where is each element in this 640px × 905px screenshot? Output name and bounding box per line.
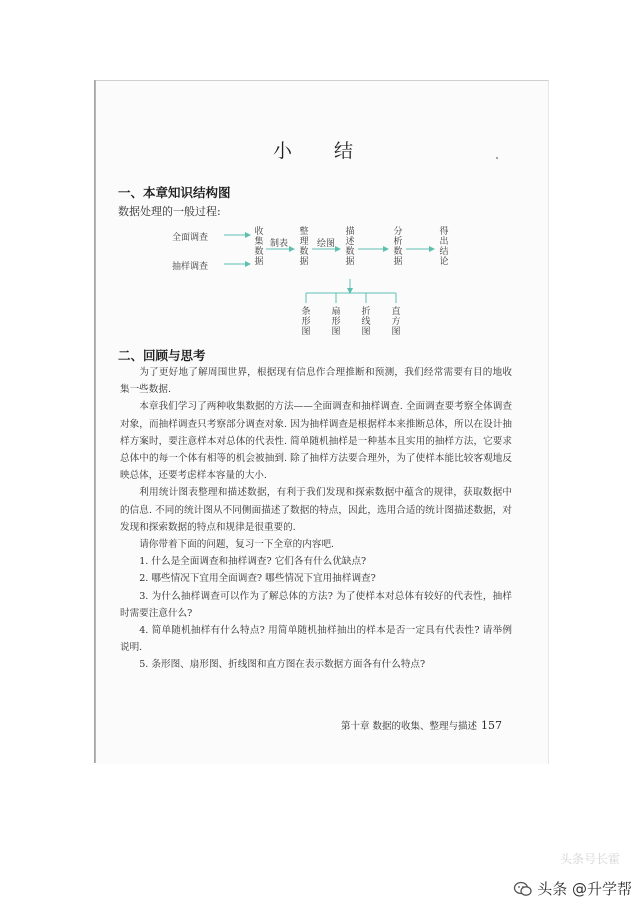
label-sample-survey: 抽样调查: [172, 262, 209, 272]
label-pie-chart: 扇形图: [331, 307, 341, 337]
page-number: 157: [481, 719, 502, 732]
question-item: 4. 简单随机抽样有什么特点? 用简单随机抽样抽出的样本是否一定具有代表性? 请举例说明.: [120, 625, 512, 654]
paragraph: 为了更好地了解周围世界，根据现有信息作合理推断和预测，我们经常需要有目的地收集一些数据.: [120, 367, 512, 396]
label-histogram: 直方图: [391, 307, 401, 337]
paragraph: 本章我们学习了两种收集数据的方法——全面调查和抽样调查. 全面调查要考察全体调查对象，而抽样调查只考察部分调查对象. 因为抽样调查是根据样本来推断总体，所以在设计抽样方案时，要注意样本对总体的代表性. 简单随机抽样是一种基本且实用的抽样方法，它要求总体中的每一个体有相等的机会被抽到. 除了抽样方法要合理外，为了使样本能比较客观地反映总体，还要考虑样本容量的大小.: [120, 401, 512, 482]
section1-heading: 一、本章知识结构图: [118, 185, 231, 200]
question-item: 1. 什么是全面调查和抽样调查? 它们各有什么优缺点?: [139, 556, 367, 568]
wechat-bubble-icon: [513, 879, 533, 899]
footer-chapter: 第十章 数据的收集、整理与描述: [340, 721, 477, 732]
label-describe-data: 描述数据: [345, 227, 355, 267]
label-plot: 绘图: [317, 239, 336, 249]
watermark: [513, 878, 632, 899]
label-full-survey: 全面调查: [172, 233, 209, 243]
watermark-text: 头条 @升学帮: [537, 880, 632, 898]
section2-heading: 二、回顾与思考: [118, 348, 206, 363]
paragraph: 利用统计图表整理和描述数据，有利于我们发现和探索数据中蕴含的规律，获取数据中的信息. 不同的统计图从不同侧面描述了数据的特点，因此，选用合适的统计图描述数据，对发现和探索数据的特点和规律是很重要的.: [120, 487, 512, 533]
question-item: 5. 条形图、扇形图、折线图和直方图在表示数据方面各有什么特点?: [139, 659, 426, 671]
page-title: 小 结: [272, 140, 372, 162]
page-footer: [341, 718, 502, 732]
label-line-chart: 折线图: [361, 307, 371, 337]
label-analyze-data: 分析数据: [393, 227, 403, 267]
question-item: 3. 为什么抽样调查可以作为了解总体的方法? 为了使样本对总体有较好的代表性，抽样时需要注意什么?: [120, 590, 512, 619]
label-bar-chart: 条形图: [301, 307, 311, 337]
faint-watermark: 头条号长霍: [559, 852, 620, 866]
section1-lead: 数据处理的一般过程:: [118, 205, 221, 218]
label-conclude: 得出结论: [439, 227, 449, 267]
paragraph: 请你带着下面的问题，复习一下全章的内容吧.: [139, 539, 335, 551]
label-tabulate: 制表: [270, 239, 289, 249]
textbook-page: [96, 80, 549, 764]
label-collect-data: 收集数据: [254, 227, 264, 267]
label-organize-data: 整理数据: [299, 227, 309, 267]
question-item: 2. 哪些情况下宜用全面调查? 哪些情况下宜用抽样调查?: [139, 573, 376, 585]
review-text: [120, 364, 512, 674]
